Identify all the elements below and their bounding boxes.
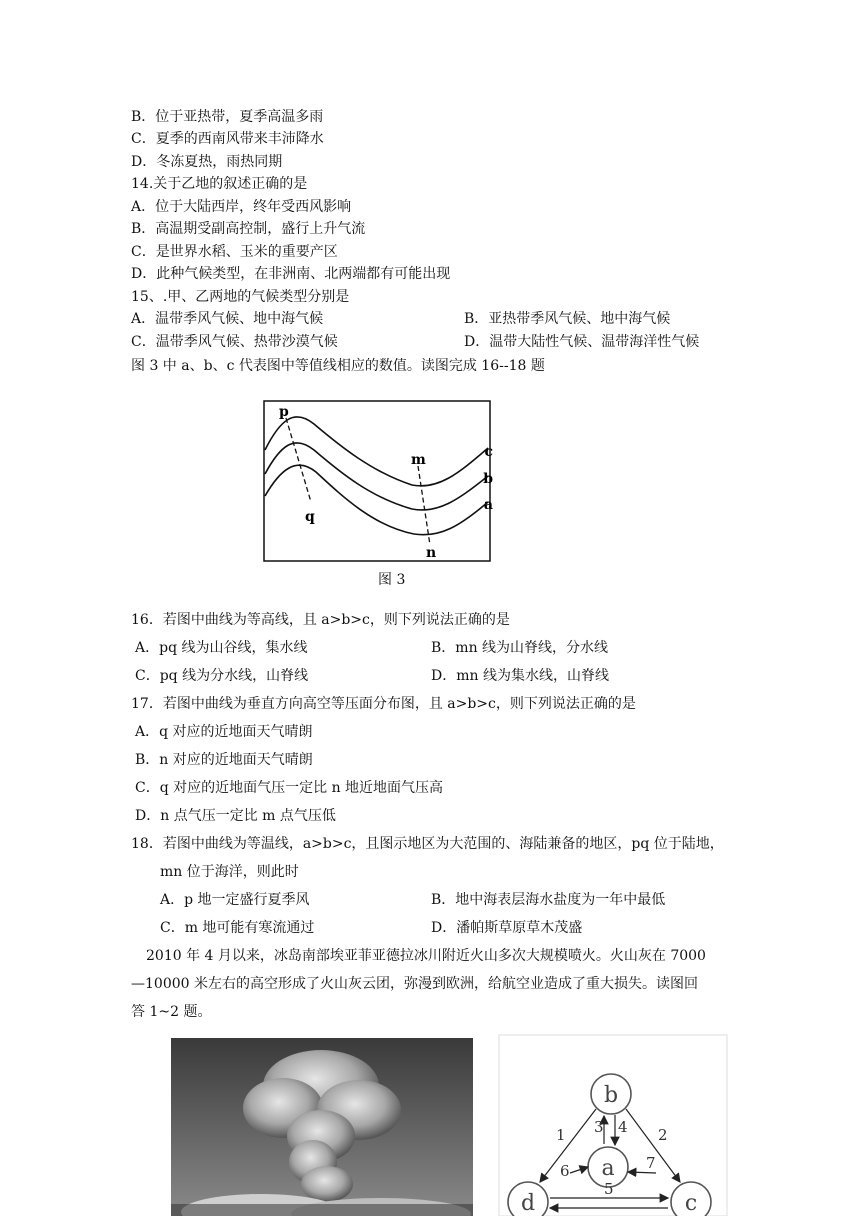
q18-stem: 18．若图中曲线为等温线，a>b>c，且图示地区为大范围的、海陆兼备的地区，pq 位于陆地， [131,836,724,852]
q18-option-b: B．地中海表层海水盐度为一年中最低 [431,892,666,908]
arrow-2-label: 2 [658,1126,668,1144]
arrow-5-label: 5 [604,1180,614,1198]
volcano-ash-cloud-photo [171,1038,473,1216]
arrow-7-label: 7 [646,1154,656,1172]
q16-option-d: D．mn 线为集水线，山脊线 [431,668,609,684]
q17-option-b: B．n 对应的近地面天气晴朗 [135,752,313,768]
q15-option-d: D．温带大陆性气候、温带海洋性气候 [464,334,700,350]
q15-stem: 15、.甲、乙两地的气候类型分别是 [131,289,350,305]
circulation-diagram [498,1034,728,1216]
node-d-label: d [520,1191,536,1216]
q13-option-b: B．位于亚热带，夏季高温多雨 [131,109,324,125]
q16-option-a: A．pq 线为山谷线，集水线 [135,640,308,656]
q18-option-c: C．m 地可能有寒流通过 [160,920,315,936]
q14-option-b: B．高温期受副高控制，盛行上升气流 [131,221,366,237]
node-c-label: c [684,1191,698,1216]
label-n: n [426,545,437,561]
label-c: c [484,444,493,460]
node-b-label: b [603,1083,619,1108]
q14-option-c: C．是世界水稻、玉米的重要产区 [131,244,338,260]
label-b: b [483,471,493,487]
q14-option-a: A．位于大陆西岸，终年受西风影响 [131,199,352,215]
arrow-6-label: 6 [560,1162,570,1180]
q13-option-d: D．冬冻夏热，雨热同期 [131,154,283,170]
q18-option-a: A．p 地一定盛行夏季风 [160,892,310,908]
volcano-intro-1: 2010 年 4 月以来，冰岛南部埃亚菲亚德拉冰川附近火山多次大规模喷火。火山灰在 7000 [146,948,706,964]
figure3-intro: 图 3 中 a、b、c 代表图中等值线相应的数值。读图完成 16--18 题 [131,358,545,374]
arrow-3-label: 3 [594,1118,604,1136]
label-q: q [305,509,315,525]
q14-option-d: D．此种气候类型，在非洲南、北两端都有可能出现 [131,266,451,282]
q17-option-c: C．q 对应的近地面气压一定比 n 地近地面气压高 [135,780,444,796]
q17-option-d: D．n 点气压一定比 m 点气压低 [135,808,336,824]
figure3-isoline-diagram [262,398,494,564]
label-p: p [279,404,289,420]
q18-option-d: D．潘帕斯草原草木茂盛 [431,920,583,936]
q14-stem: 14.关于乙地的叙述正确的是 [131,176,308,192]
q15-option-a: A．温带季风气候、地中海气候 [131,311,324,327]
q17-stem: 17．若图中曲线为垂直方向高空等压面分布图，且 a>b>c，则下列说法正确的是 [131,696,636,712]
q16-stem: 16．若图中曲线为等高线，且 a>b>c，则下列说法正确的是 [131,612,510,628]
label-a: a [483,497,493,513]
node-a-label: a [601,1156,615,1181]
label-m: m [411,452,426,468]
volcano-intro-3: 答 1~2 题。 [131,1004,212,1020]
q13-option-c: C．夏季的西南风带来丰沛降水 [131,131,324,147]
q18-stem-cont: mn 位于海洋，则此时 [160,864,299,880]
q16-option-c: C．pq 线为分水线，山脊线 [135,668,309,684]
figure3-caption: 图 3 [378,572,406,588]
q17-option-a: A．q 对应的近地面天气晴朗 [135,724,313,740]
figure3-frame [264,401,490,561]
arrow-1-label: 1 [556,1126,566,1144]
q16-option-b: B．mn 线为山脊线，分水线 [431,640,609,656]
arrow-4-label: 4 [618,1118,628,1136]
q15-option-c: C．温带季风气候、热带沙漠气候 [131,334,338,350]
volcano-intro-2: —10000 米左右的高空形成了火山灰云团，弥漫到欧洲，给航空业造成了重大损失。读图回 [131,976,698,992]
q15-option-b: B．亚热带季风气候、地中海气候 [464,311,671,327]
